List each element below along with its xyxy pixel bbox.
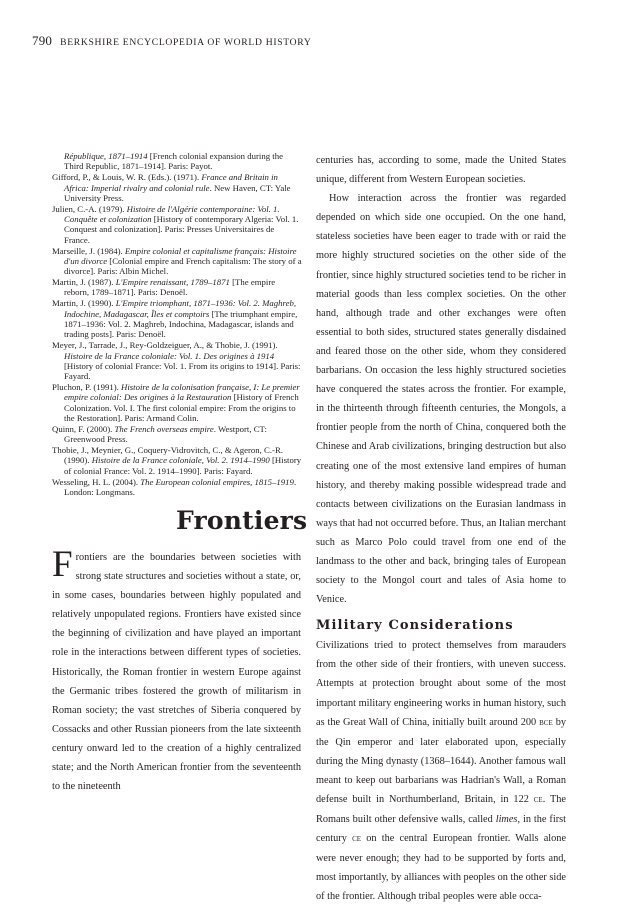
- reference-title: Empire colonial et capitalisme français: Histoire d'un divorce: [64, 245, 297, 266]
- reference-title: L'Empire renaissant, 1789–1871: [115, 277, 230, 288]
- reference-details: [The empire reborn, 1789–1871]. Paris: Denoël.: [64, 277, 276, 298]
- reference-author: Gifford, P., & Louis, W. R. (Eds.). (1971).: [52, 172, 202, 183]
- reference-details: . London: Longmans.: [64, 476, 297, 497]
- reference-entry: [52, 204, 302, 245]
- article-right-column: [316, 151, 566, 907]
- reference-author: Marseille, J. (1984).: [52, 245, 125, 256]
- reference-details: [History of French Colonization. Vol. I. The first colonial empire: From the origins to the Restoration]. Paris: Armand Colin.: [64, 392, 299, 424]
- reference-author: Martin, J. (1990).: [52, 298, 116, 309]
- reference-title: The European colonial empires, 1815–1919: [140, 476, 294, 487]
- reference-author: Wesseling, H. L. (2004).: [52, 476, 141, 487]
- reference-details: [French colonial expansion during the Third Republic, 1871–1914]. Paris: Payot.: [64, 151, 283, 172]
- reference-author: Thobie, J., Meynier, G., Coquery-Vidrovitch, C., & Ageron, C.-R. (1990).: [52, 445, 283, 466]
- reference-entry: [52, 277, 302, 298]
- reference-entry: [52, 172, 302, 203]
- article-lead-column: [52, 544, 301, 796]
- text-run: , in the first century: [316, 814, 566, 845]
- era-abbreviation: ce: [533, 795, 543, 805]
- reference-title: Histoire de la France coloniale, Vol. 2. 1914–1990: [91, 455, 270, 466]
- reference-entry: [52, 445, 302, 476]
- reference-title: The French overseas empire: [114, 423, 214, 434]
- further-reading-list: [52, 151, 302, 498]
- page-number: 790: [32, 33, 53, 48]
- reference-details: [Colonial empire and French capitalism: The story of a divorce]. Paris: Albin Michel.: [64, 255, 302, 277]
- running-header: [32, 33, 311, 49]
- military-paragraph: [316, 636, 566, 906]
- body-paragraph: How interaction across the frontier was regarded depended on which side one occupied. On the one hand, stateless societies have been eager to trade with or raid the more highly structured societies on the other side of the frontier, since highly structured societies tend to be richer in material goods than less complex societies. On the other hand, although trade and other exchanges were often essential to both sides, structured states generally disdained and feared those on the other side, whom they considered barbarians. On occasion the less highly structured societies have conquered the states across the frontier. For example, in the thirteenth through fifteenth centuries, the Mongols, a frontier people from the north of China, conquered both the Chinese and Arab civilizations, bringing destruction but also creating one of the most extensive land empires of human history, and thereby making possible widespread trade and contacts between civilizations on the Eurasian landmass in ways that had not occurred before. Thus, an Italian merchant such as Marco Polo could travel from one end of the landmass to the other and back, bringing tales of European society to the Mongol court and tales of Asia home to Venice.: [316, 193, 566, 606]
- text-run: by the Qin emperor and later elaborated upon, especially during the Ming dynasty (1368–1644). Another famous wall meant to keep out barbarians was Hadrian's Wall, a Roman defense built in Northumberland, Britain, in 122: [316, 716, 567, 805]
- reference-author: Pluchon, P. (1991).: [52, 382, 122, 393]
- reference-entry: [52, 424, 302, 445]
- reference-entry: [52, 340, 302, 381]
- reference-title: Histoire de la colonisation française, I: Le premier empire colonial: Des origines à la Restauration: [64, 382, 300, 403]
- reference-details: . Westport, CT: Greenwood Press.: [64, 423, 267, 445]
- reference-details: [History of contemporary Algeria: Vol. 1. Conquest and colonization]. Paris: Presses Universitaires de France.: [64, 214, 299, 245]
- reference-title: Histoire de la France coloniale: Vol. 1. Des origines à 1914: [64, 350, 275, 361]
- continued-paragraph: centuries has, according to some, made the United States unique, different from Western European societies.: [316, 155, 566, 186]
- reference-author: Julien, C.-A. (1979).: [52, 203, 127, 214]
- reference-author: Quinn, F. (2000).: [52, 423, 115, 434]
- reference-entry: [52, 246, 302, 277]
- reference-entry: [52, 298, 302, 339]
- italic-term: limes: [495, 814, 518, 826]
- reference-title: France and Britain in Africa: Imperial rivalry and colonial rule: [64, 172, 278, 193]
- lead-paragraph: [52, 544, 301, 796]
- article-title: Frontiers: [176, 506, 308, 535]
- reference-author: Meyer, J., Tarrade, J., Rey-Goldzeiguer, A., & Thobie, J. (1991).: [52, 340, 278, 351]
- reference-details: [History of colonial France: Vol. 1. From its origins to 1914]. Paris: Fayard.: [64, 360, 301, 382]
- era-abbreviation: ce: [352, 834, 362, 845]
- text-run: on the central European frontier. Walls alone were never enough; they had to be supported by forts and, most importantly, by alliances with peoples on the other side of the frontier. Although tribal peoples were able occa-: [316, 833, 567, 903]
- reference-entry: [52, 477, 302, 498]
- text-run: . The Romans built other defensive walls, called: [316, 794, 566, 826]
- reference-details: . New Haven, CT: Yale University Press.: [64, 182, 291, 203]
- drop-cap: F: [52, 544, 73, 585]
- reference-author: Martin, J. (1987).: [52, 277, 116, 288]
- reference-details: [History of colonial France: Vol. 2. 1914–1990]. Paris: Fayard.: [64, 455, 302, 476]
- reference-entry: [52, 151, 302, 172]
- reference-title: République, 1871–1914: [64, 151, 148, 161]
- reference-details: [The triumphant empire, 1871–1936: Vol. 2. Maghreb, Indochina, Madagascar, islands and trading posts]. Paris: Denoël.: [64, 308, 298, 340]
- era-abbreviation: bce: [539, 717, 553, 728]
- lead-paragraph-text: rontiers are the boundaries between societies with strong state structures and societies without a state, or, in some cases, boundaries between highly populated and relatively unpopulated regions. Frontiers have existed since the beginning of civilization and have played an important role in the interactions between different types of societies. Historically, the Roman frontier in western Europe against the Germanic tribes fostered the growth of militarism in Roman society; the vast stretches of Siberia conquered by Cossacks and other Russian pioneers from the late sixteenth century onward led to the creation of a highly centralized state; and the North American frontier from the seventeenth to the nineteenth: [52, 552, 301, 793]
- running-title: BERKSHIRE ENCYCLOPEDIA OF WORLD HISTORY: [60, 37, 312, 48]
- reference-title: Histoire de l'Algérie contemporaine: Vol. 1. Conquête et colonization: [64, 203, 280, 225]
- section-heading: Military Considerations: [316, 618, 514, 634]
- reference-entry: [52, 382, 302, 423]
- text-run: Civilizations tried to protect themselves from marauders from the other side of their frontiers, with uneven success. Attempts at protection brought about some of the most important military engineering works in human history, such as the Great Wall of China, initially built around 200: [316, 640, 566, 728]
- reference-title: L'Empire triomphant, 1871–1936: Vol. 2. Maghreb, Indochine, Madagascar, Îles et comptoirs: [64, 298, 297, 319]
